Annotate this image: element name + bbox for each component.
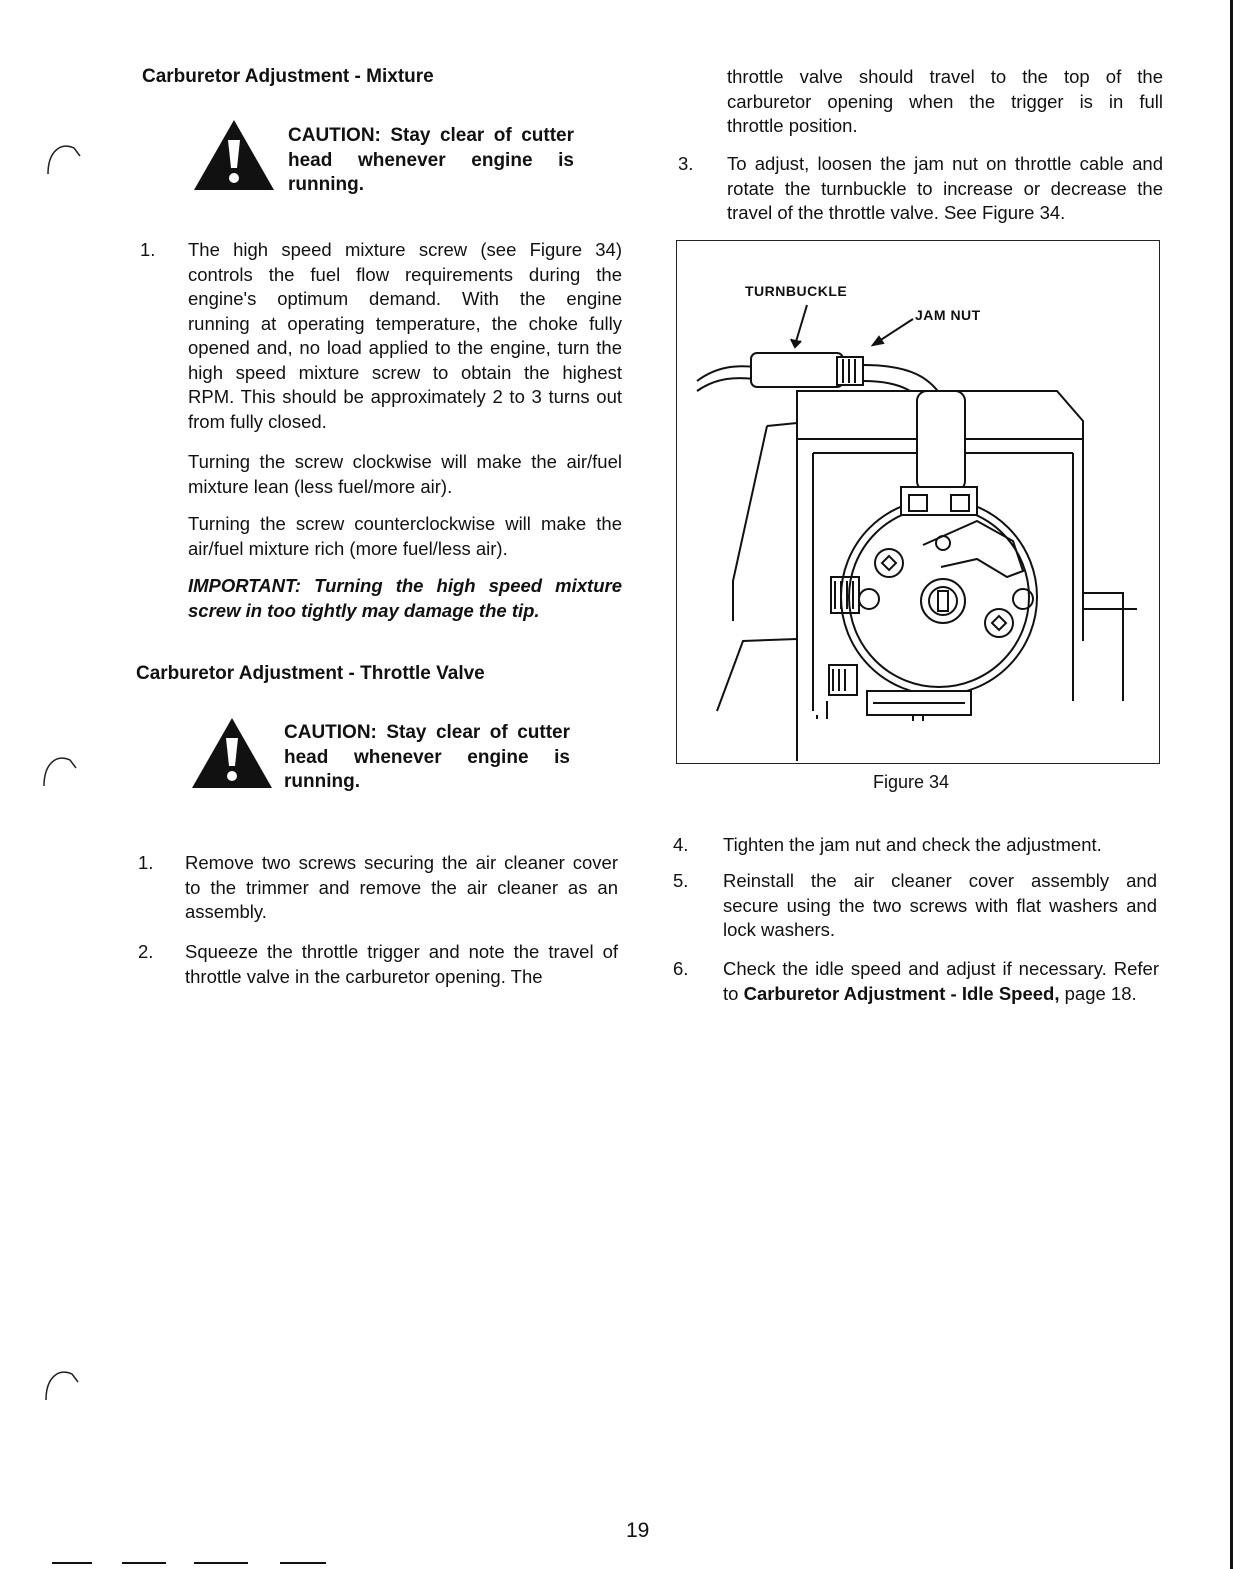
figure-caption: Figure 34 bbox=[873, 772, 950, 792]
page-edge-line bbox=[1230, 0, 1233, 1569]
throttle-valve-heading: Carburetor Adjustment - Throttle Valve bbox=[136, 663, 485, 684]
step-number: 3. bbox=[678, 153, 694, 174]
mixture-heading: Carburetor Adjustment - Mixture bbox=[142, 66, 434, 87]
step-number: 4. bbox=[673, 834, 689, 855]
binder-punch-mark-icon bbox=[40, 752, 80, 788]
step-number: 6. bbox=[673, 958, 689, 979]
mixture-step-1: The high speed mixture screw (see Figure 34) controls the fuel flow requirements during the engine's optimum demand. With the engine running at operating temperature, the choke fully opened and, no load applied to the engine, turn the high speed mixture screw to obtain the highest RPM. This should be approximately 2 to 3 turns out from fully closed. bbox=[188, 239, 622, 432]
scan-edge-mark bbox=[52, 1562, 92, 1564]
step-number: 2. bbox=[138, 941, 154, 962]
scan-edge-mark bbox=[280, 1562, 326, 1564]
scan-edge-mark bbox=[194, 1562, 248, 1564]
warning-triangle-icon bbox=[190, 716, 274, 790]
throttle-step-4: Tighten the jam nut and check the adjustment. bbox=[723, 834, 1102, 855]
figure-34-frame bbox=[676, 240, 1160, 764]
turnbuckle-label: TURNBUCKLE bbox=[745, 283, 848, 299]
caution-notice-1: CAUTION: Stay clear of cutter head whenever engine is running. bbox=[288, 125, 574, 195]
page-number: 19 bbox=[626, 1519, 650, 1542]
throttle-step-2-continued: throttle valve should travel to the top of the carburetor opening when the trigger is in full throttle position. bbox=[727, 66, 1163, 136]
caution-notice-2: CAUTION: Stay clear of cutter head whenever engine is running. bbox=[284, 722, 570, 792]
throttle-step-2: Squeeze the throttle trigger and note the travel of throttle valve in the carburetor opening. The bbox=[185, 941, 618, 987]
step-number: 5. bbox=[673, 870, 689, 891]
step-number: 1. bbox=[140, 239, 156, 260]
throttle-step-3: To adjust, loosen the jam nut on throttle cable and rotate the turnbuckle to increase or decrease the travel of the throttle valve. See Figure 34. bbox=[727, 153, 1163, 223]
throttle-step-1: Remove two screws securing the air cleaner cover to the trimmer and remove the air cleaner as an assembly. bbox=[185, 852, 618, 922]
step-number: 1. bbox=[138, 852, 154, 873]
binder-punch-mark-icon bbox=[44, 140, 84, 176]
clockwise-paragraph: Turning the screw clockwise will make the air/fuel mixture lean (less fuel/more air). bbox=[188, 451, 622, 497]
counterclockwise-paragraph: Turning the screw counterclockwise will make the air/fuel mixture rich (more fuel/less air). bbox=[188, 513, 622, 559]
jam-nut-label: JAM NUT bbox=[915, 307, 981, 323]
binder-punch-mark-icon bbox=[42, 1366, 82, 1402]
important-note: IMPORTANT: Turning the high speed mixture screw in too tightly may damage the tip. bbox=[188, 575, 622, 621]
throttle-step-6: Check the idle speed and adjust if necessary. Refer to Carburetor Adjustment - Idle Speed, page 18. bbox=[723, 958, 1159, 1004]
throttle-step-5: Reinstall the air cleaner cover assembly and secure using the two screws with flat washers and lock washers. bbox=[723, 870, 1157, 940]
scan-edge-mark bbox=[122, 1562, 166, 1564]
warning-triangle-icon bbox=[192, 118, 276, 192]
